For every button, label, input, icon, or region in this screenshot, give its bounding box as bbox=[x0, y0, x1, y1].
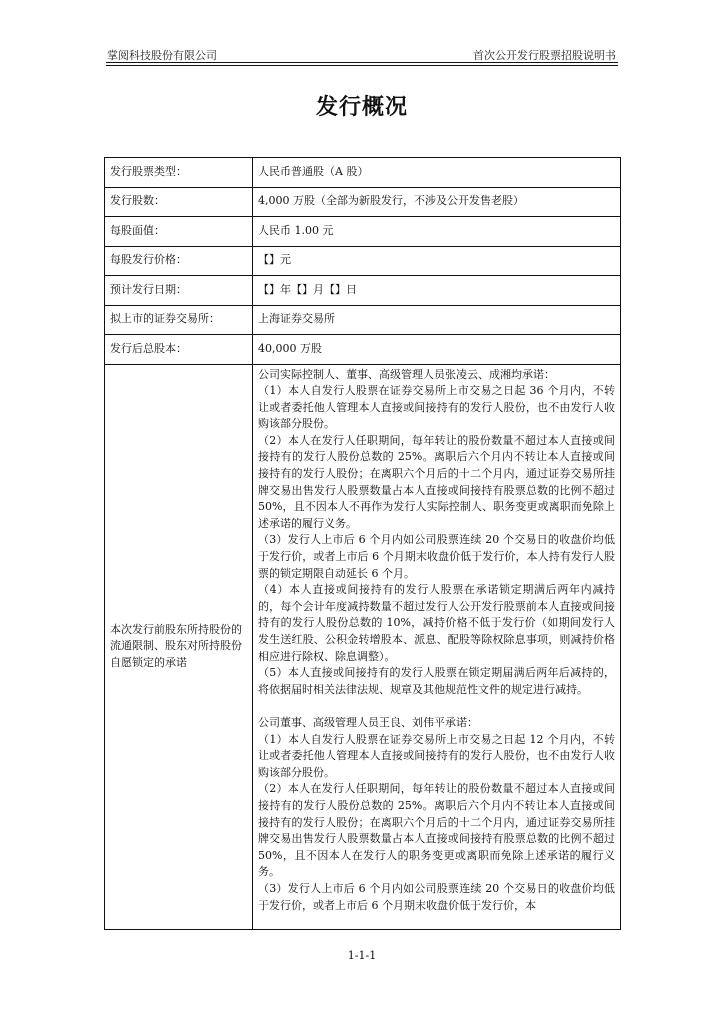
table-row bbox=[105, 158, 621, 188]
row-value: 上海证券交易所 bbox=[253, 305, 621, 335]
table-row bbox=[105, 276, 621, 306]
table-row bbox=[105, 305, 621, 335]
group1-item: （5）本人直接或间接持有的发行人股票在锁定期届满后两年后减持的，将依据届时相关法律法规、规章及其他规范性文件的规定进行减持。 bbox=[258, 666, 615, 696]
paragraph-spacer bbox=[258, 698, 615, 715]
group1-item: （2）本人在发行人任职期间，每年转让的股份数量不超过本人直接或间接持有的发行人股份总数的 25%。离职后六个月内不转让本人直接或间接持有的发行人股份；在离职六个月后的十二个月内，通过证券交易所挂牌交易出售发行人股票数量占本人直接或间接持有股票总数的比例不超过 50%，且不因本人不再作为发行人实际控制人、职务变更或离职而免除上述承诺的履行义务。 bbox=[258, 433, 615, 530]
lockup-commitments bbox=[253, 364, 621, 929]
row-label: 每股发行价格： bbox=[105, 246, 253, 276]
row-label: 发行股票类型： bbox=[105, 158, 253, 188]
row-value: 【】年【】月【】日 bbox=[253, 276, 621, 306]
table-row-lockup bbox=[105, 364, 621, 929]
row-value: 人民币普通股（A 股） bbox=[253, 158, 621, 188]
group1-item: （4）本人直接或间接持有的发行人股票在承诺锁定期满后两年内减持的，每个会计年度减持数量不超过发行人公开发行股票前本人直接或间接持有的发行人股份总数的 10%，减持价格不低于发行价（如期间发行人发生送红股、公积金转增股本、派息、配股等除权除息事项，则减持价格相应进行除权、除息调整）。 bbox=[258, 583, 615, 663]
group1-item: （3）发行人上市后 6 个月内如公司股票连续 20 个交易日的收盘价均低于发行价，或者上市后 6 个月期末收盘价低于发行价，本人持有发行人股票的锁定期限自动延长 6 个月。 bbox=[258, 533, 615, 580]
row-label: 拟上市的证券交易所： bbox=[105, 305, 253, 335]
offering-overview-table bbox=[104, 157, 621, 930]
table-row bbox=[105, 246, 621, 276]
row-label: 发行股数： bbox=[105, 187, 253, 217]
group2-intro: 公司董事、高级管理人员王良、刘伟平承诺： bbox=[258, 715, 478, 729]
table-row bbox=[105, 217, 621, 247]
page-title: 发行概况 bbox=[315, 95, 408, 120]
row-value: 人民币 1.00 元 bbox=[253, 217, 621, 247]
group1-intro: 公司实际控制人、董事、高级管理人员张凌云、成湘均承诺： bbox=[258, 367, 555, 381]
lockup-label: 本次发行前股东所持股份的流通限制、股东对所持股份自愿锁定的承诺 bbox=[105, 364, 253, 929]
row-value: 【】元 bbox=[253, 246, 621, 276]
row-value: 40,000 万股 bbox=[253, 335, 621, 365]
row-label: 预计发行日期： bbox=[105, 276, 253, 306]
group2-item: （2）本人在发行人任职期间，每年转让的股份数量不超过本人直接或间接持有的发行人股份总数的 25%。离职后六个月内不转让本人直接或间接持有的发行人股份；在离职六个月后的十二个月内，通过证券交易所挂牌交易出售发行人股票数量占本人直接或间接持有股票总数的比例不超过 50%，且不因本人在发行人的职务变更或离职而免除上述承诺的履行义务。 bbox=[258, 782, 615, 879]
row-value: 4,000 万股（全部为新股发行，不涉及公开发售老股） bbox=[253, 187, 621, 217]
header-document-title: 首次公开发行股票招股说明书 bbox=[473, 49, 616, 62]
row-label: 每股面值： bbox=[105, 217, 253, 247]
page-number: 1-1-1 bbox=[347, 949, 377, 962]
row-label: 发行后总股本： bbox=[105, 335, 253, 365]
table-row bbox=[105, 187, 621, 217]
group2-item: （1）本人自发行人股票在证券交易所上市交易之日起 12 个月内，不转让或者委托他人管理本人直接或间接持有的发行人股份，也不由发行人收购该部分股份。 bbox=[258, 732, 615, 779]
header-company: 掌阅科技股份有限公司 bbox=[107, 49, 217, 62]
group1-item: （1）本人自发行人股票在证券交易所上市交易之日起 36 个月内，不转让或者委托他人管理本人直接或间接持有的发行人股份，也不由发行人收购该部分股份。 bbox=[258, 384, 615, 431]
group2-item: （3）发行人上市后 6 个月内如公司股票连续 20 个交易日的收盘价均低于发行价，或者上市后 6 个月期末收盘价低于发行价，本 bbox=[258, 881, 615, 912]
header-rule-thick bbox=[106, 62, 618, 63]
table-row bbox=[105, 335, 621, 365]
header-rule-thin bbox=[106, 65, 618, 66]
